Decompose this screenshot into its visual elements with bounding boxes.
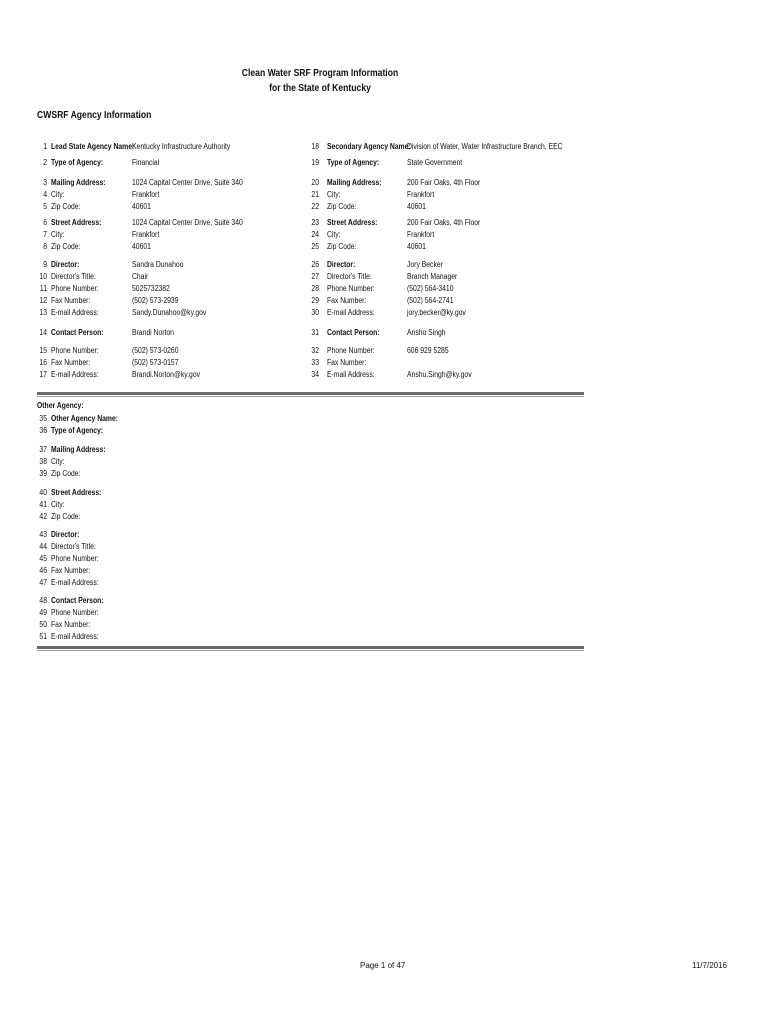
section-divider-bottom-thin <box>37 650 584 651</box>
field-value: (502) 564-2741 <box>407 296 454 305</box>
field-label: City: <box>51 190 65 199</box>
field-label: Zip Code: <box>327 242 357 251</box>
field-label: Type of Agency: <box>327 158 380 167</box>
field-value: Anshu.Singh@ky.gov <box>407 370 472 379</box>
field-label: Other Agency Name: <box>51 414 119 423</box>
field-number: 3 <box>43 178 47 187</box>
field-number: 12 <box>39 296 47 305</box>
field-value: Sandy.Dunahoo@ky.gov <box>132 308 207 317</box>
field-number: 37 <box>39 445 47 454</box>
field-value: Kentucky Infrastructure Authority <box>132 142 231 151</box>
field-label: Zip Code: <box>51 512 81 521</box>
page-number: Page 1 of 47 <box>360 961 406 970</box>
field-number: 2 <box>43 158 47 167</box>
field-label: Phone Number: <box>51 608 99 617</box>
field-number: 28 <box>311 284 319 293</box>
other-agency-heading-text: Other Agency: <box>37 401 84 410</box>
field-number: 33 <box>311 358 319 367</box>
field-number: 30 <box>311 308 319 317</box>
field-value: Brandi Norton <box>132 328 174 337</box>
field-label: E-mail Address: <box>51 370 99 379</box>
field-value: (502) 573-0157 <box>132 358 179 367</box>
section-title: CWSRF Agency Information <box>37 110 152 121</box>
field-value: (502) 573-0260 <box>132 346 179 355</box>
field-value: Branch Manager <box>407 272 458 281</box>
field-label: Director's Title: <box>51 542 96 551</box>
field-label: Zip Code: <box>327 202 357 211</box>
field-number: 42 <box>39 512 47 521</box>
field-number: 6 <box>43 218 47 227</box>
field-label: Contact Person: <box>327 328 380 337</box>
field-number: 16 <box>39 358 47 367</box>
field-label: Director: <box>327 260 356 269</box>
field-label: Contact Person: <box>51 328 104 337</box>
document-title <box>45 66 595 96</box>
section-divider-top-thin <box>37 396 584 397</box>
field-label: Director's Title: <box>327 272 372 281</box>
field-label: Fax Number: <box>327 358 367 367</box>
field-label: Lead State Agency Name: <box>51 142 135 151</box>
field-number: 23 <box>311 218 319 227</box>
print-date: 11/7/2016 <box>692 961 727 970</box>
field-value: 606 929 5285 <box>407 346 449 355</box>
field-label: E-mail Address: <box>51 578 99 587</box>
field-value: Sandra Dunahoo <box>132 260 184 269</box>
field-label: Director: <box>51 260 80 269</box>
section-divider-top <box>37 392 584 395</box>
section-divider-bottom <box>37 646 584 649</box>
field-label: City: <box>51 230 65 239</box>
field-label: Fax Number: <box>51 358 91 367</box>
field-value: jory.becker@ky.gov <box>407 308 466 317</box>
field-value: State Government <box>407 158 463 167</box>
field-label: Type of Agency: <box>51 426 104 435</box>
title-line-1: Clean Water SRF Program Information <box>241 68 399 79</box>
field-number: 13 <box>39 308 47 317</box>
field-value: Frankfort <box>132 190 160 199</box>
field-label: Street Address: <box>51 488 102 497</box>
field-label: Phone Number: <box>51 284 99 293</box>
field-number: 27 <box>311 272 319 281</box>
field-number: 36 <box>39 426 47 435</box>
field-label: E-mail Address: <box>327 370 375 379</box>
field-label: City: <box>327 230 341 239</box>
field-label: City: <box>51 500 65 509</box>
field-label: Type of Agency: <box>51 158 104 167</box>
field-number: 5 <box>43 202 47 211</box>
field-number: 29 <box>311 296 319 305</box>
field-label: Street Address: <box>327 218 378 227</box>
field-label: E-mail Address: <box>51 632 99 641</box>
field-number: 20 <box>311 178 319 187</box>
field-number: 21 <box>311 190 319 199</box>
field-value: 40601 <box>407 202 426 211</box>
field-number: 43 <box>39 530 47 539</box>
field-number: 48 <box>39 596 47 605</box>
field-label: Secondary Agency Name: <box>327 142 411 151</box>
field-value: Brandi.Norton@ky.gov <box>132 370 201 379</box>
field-label: Zip Code: <box>51 202 81 211</box>
field-value: Jory Becker <box>407 260 443 269</box>
field-number: 46 <box>39 566 47 575</box>
field-number: 25 <box>311 242 319 251</box>
field-number: 14 <box>39 328 47 337</box>
field-label: Phone Number: <box>327 284 375 293</box>
field-number: 9 <box>43 260 47 269</box>
field-label: Zip Code: <box>51 242 81 251</box>
field-value: Financial <box>132 158 160 167</box>
field-number: 18 <box>311 142 319 151</box>
field-number: 34 <box>311 370 319 379</box>
field-number: 19 <box>311 158 319 167</box>
field-number: 51 <box>39 632 47 641</box>
field-number: 15 <box>39 346 47 355</box>
field-number: 40 <box>39 488 47 497</box>
field-label: Phone Number: <box>51 554 99 563</box>
field-number: 47 <box>39 578 47 587</box>
field-value: 40601 <box>407 242 426 251</box>
field-number: 38 <box>39 457 47 466</box>
field-label: Fax Number: <box>327 296 367 305</box>
field-label: Street Address: <box>51 218 102 227</box>
field-number: 44 <box>39 542 47 551</box>
field-number: 31 <box>311 328 319 337</box>
field-value: Division of Water, Water Infrastructure Branch, EEC <box>407 142 563 151</box>
field-label: Phone Number: <box>51 346 99 355</box>
field-number: 49 <box>39 608 47 617</box>
field-value: (502) 573-2939 <box>132 296 179 305</box>
field-label: City: <box>51 457 65 466</box>
field-label: E-mail Address: <box>51 308 99 317</box>
field-number: 22 <box>311 202 319 211</box>
field-value: 200 Fair Oaks, 4th Floor <box>407 218 481 227</box>
field-number: 1 <box>43 142 47 151</box>
field-value: Anshu Singh <box>407 328 446 337</box>
field-number: 45 <box>39 554 47 563</box>
field-number: 50 <box>39 620 47 629</box>
field-number: 24 <box>311 230 319 239</box>
field-value: 1024 Capital Center Drive, Suite 340 <box>132 178 243 187</box>
field-number: 35 <box>39 414 47 423</box>
field-label: City: <box>327 190 341 199</box>
field-number: 39 <box>39 469 47 478</box>
field-label: Fax Number: <box>51 296 91 305</box>
field-number: 32 <box>311 346 319 355</box>
field-number: 7 <box>43 230 47 239</box>
field-label: Director's Title: <box>51 272 96 281</box>
field-label: Zip Code: <box>51 469 81 478</box>
field-value: 1024 Capital Center Drive, Suite 340 <box>132 218 243 227</box>
field-value: 200 Fair Oaks, 4th Floor <box>407 178 481 187</box>
field-value: Frankfort <box>132 230 160 239</box>
field-value: (502) 564-3410 <box>407 284 454 293</box>
field-number: 41 <box>39 500 47 509</box>
field-label: Fax Number: <box>51 566 91 575</box>
field-number: 17 <box>39 370 47 379</box>
field-label: Mailing Address: <box>327 178 382 187</box>
field-value: Frankfort <box>407 230 435 239</box>
field-label: Phone Number: <box>327 346 375 355</box>
field-label: Mailing Address: <box>51 178 106 187</box>
field-value: 40601 <box>132 242 151 251</box>
title-line-2: for the State of Kentucky <box>269 83 371 94</box>
field-label: Contact Person: <box>51 596 104 605</box>
field-value: Chair <box>132 272 149 281</box>
field-label: Director: <box>51 530 80 539</box>
field-label: Mailing Address: <box>51 445 106 454</box>
field-number: 10 <box>39 272 47 281</box>
field-label: E-mail Address: <box>327 308 375 317</box>
field-value: Frankfort <box>407 190 435 199</box>
field-value: 5025732382 <box>132 284 170 293</box>
field-label: Fax Number: <box>51 620 91 629</box>
field-number: 11 <box>39 284 47 293</box>
field-number: 4 <box>43 190 47 199</box>
field-value: 40601 <box>132 202 151 211</box>
field-number: 26 <box>311 260 319 269</box>
field-number: 8 <box>43 242 47 251</box>
